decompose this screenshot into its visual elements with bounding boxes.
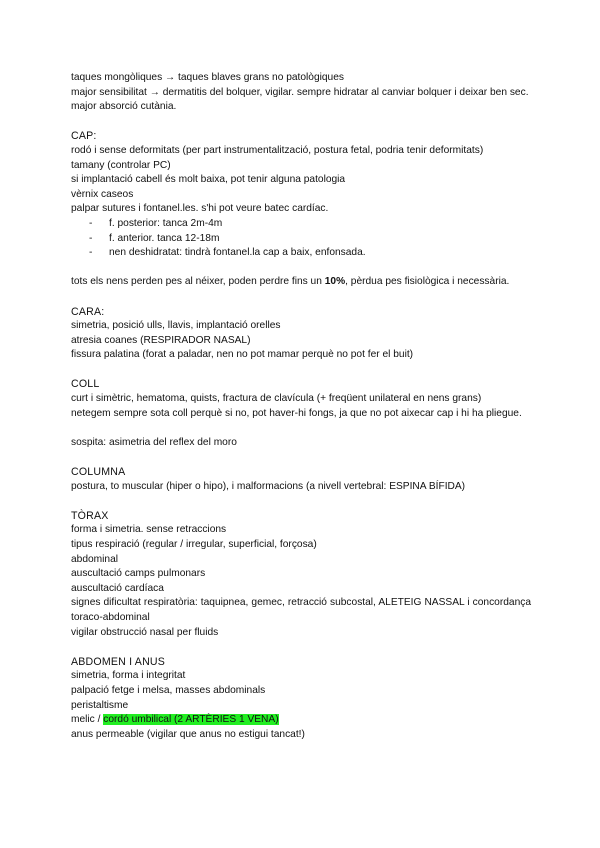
list-item [71, 246, 531, 261]
text-line: forma i simetria. sense retraccions [71, 524, 227, 536]
list-item [71, 232, 531, 247]
list-item-text: f. posterior: tanca 2m-4m [109, 217, 223, 229]
intro-line-1: taques mongòliques → taques blaves grans no patològiques [71, 72, 344, 83]
section-heading: CAP: [71, 130, 97, 143]
melic-line [71, 713, 531, 728]
section-torax [71, 509, 531, 640]
text-line: peristaltisme [71, 699, 129, 711]
section-heading: TÒRAX [71, 509, 109, 522]
text-line: abdominal [71, 553, 119, 565]
text-line: palpació fetge i melsa, masses abdominals [71, 684, 266, 696]
text-line: simetria, forma i integritat [71, 670, 186, 682]
list-item [71, 217, 531, 232]
text-line: fissura palatina (forat a paladar, nen no pot mamar perquè no pot fer el buit) [71, 349, 414, 361]
section-heading: ABDOMEN I ANUS [71, 655, 166, 668]
text-line: si implantació cabell és molt baixa, pot tenir alguna patologia [71, 174, 346, 186]
dash-marker: - [89, 232, 93, 244]
weight-note [71, 275, 531, 290]
text-line: vigilar obstrucció nasal per fluids [71, 626, 219, 638]
text-line: atresia coanes (RESPIRADOR NASAL) [71, 334, 251, 346]
dash-marker: - [89, 217, 93, 229]
document-page [71, 71, 531, 742]
list-item-text: f. anterior. tanca 12-18m [109, 232, 220, 244]
text-line: netegem sempre sota coll perquè si no, pot haver-hi fongs, ja que no pot aixecar cap i hi ha pliegue. [71, 407, 522, 419]
section-cara [71, 305, 531, 363]
text-line: auscultació camps pulmonars [71, 568, 206, 580]
text-line: tipus respiració (regular / irregular, superficial, forçosa) [71, 539, 317, 550]
list-item-text: nen deshidratat: tindrà fontanel.la cap a baix, enfonsada. [109, 247, 366, 259]
highlighted-text: cordó umbilical (2 ARTÈRIES 1 VENA) [103, 714, 279, 726]
text-line: palpar sutures i fontanel.les. s'hi pot veure batec cardíac. [71, 203, 329, 215]
fontanel-list [71, 217, 531, 261]
section-coll [71, 377, 531, 421]
weight-note-text: tots els nens perden pes al néixer, poden perdre fins un [71, 276, 325, 288]
weight-note-text-end: , pèrdua pes fisiològica i necessària. [345, 276, 510, 288]
text-line: anus permeable (vigilar que anus no estigui tancat!) [71, 728, 305, 740]
text-line: tamany (controlar PC) [71, 159, 171, 171]
text-line: vèrnix caseos [71, 188, 134, 200]
text-line: auscultació cardíaca [71, 582, 164, 594]
intro-line-2: major sensibilitat → dermatitis del bolquer, vigilar. sempre hidratar al canviar bolquer i deixar ben sec. [71, 86, 529, 98]
text-line: curt i simètric, hematoma, quists, fractura de clavícula (+ freqüent unilateral en nens grans) [71, 393, 482, 405]
text-line: simetria, posició ulls, llavis, implantació orelles [71, 320, 281, 332]
section-columna [71, 465, 531, 494]
section-heading: CARA: [71, 305, 105, 318]
text-line: rodó i sense deformitats (per part instrumentalització, postura fetal, podria tenir deformitats) [71, 144, 484, 156]
intro-line-3: major absorció cutània. [71, 101, 177, 113]
sospita-line: sospita: asimetria del reflex del moro [71, 436, 237, 448]
text-line: postura, to muscular (hiper o hipo), i malformacions (a nivell vertebral: ESPINA BÍFIDA) [71, 480, 466, 492]
section-abdomen [71, 655, 531, 743]
text-line: signes dificultat respiratòria: taquipnea, gemec, retracció subcostal, ALETEIG NASSAL i concordança toraco-abdominal [71, 597, 531, 623]
dash-marker: - [89, 247, 93, 259]
melic-prefix: melic / [71, 714, 104, 726]
section-heading: COLL [71, 378, 100, 391]
weight-note-bold: 10% [324, 276, 346, 288]
section-heading: COLUMNA [71, 466, 126, 479]
section-cap [71, 129, 531, 260]
